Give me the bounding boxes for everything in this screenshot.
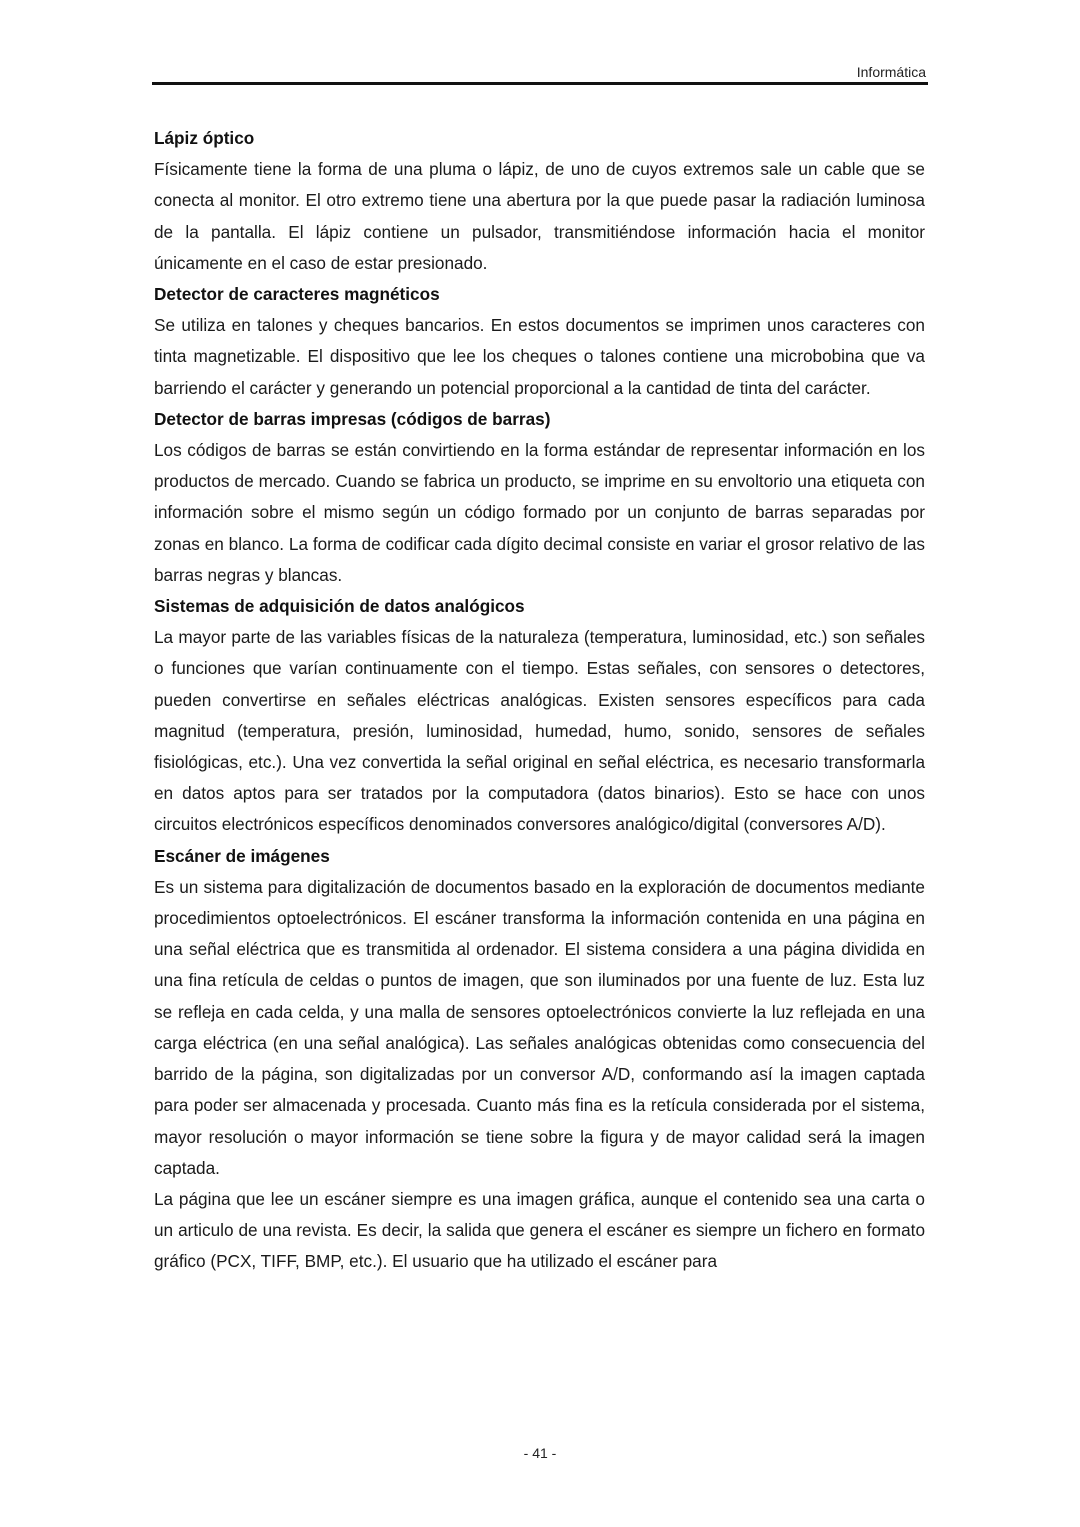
section-heading: Detector de caracteres magnéticos: [154, 284, 440, 305]
paragraph: Los códigos de barras se están convirtiendo en la forma estándar de representar información en los productos de mercado. Cuando se fabrica un producto, se imprime en su envoltorio una etiqueta con información sobre el mismo según un código formado por un conjunto de barras separadas por zonas en blanco. La forma de codificar cada dígito decimal consiste en variar el grosor relativo de las barras negras y blancas.: [154, 440, 925, 585]
paragraph: Físicamente tiene la forma de una pluma o lápiz, de uno de cuyos extremos sale un cable que se conecta al monitor. El otro extremo tiene una abertura por la que puede pasar la radiación luminosa de la pantalla. El lápiz contiene un pulsador, transmitiéndose información hacia el monitor únicamente en el caso de estar presionado.: [154, 159, 925, 273]
section-lapiz-optico: [154, 123, 925, 279]
section-heading: Lápiz óptico: [154, 128, 255, 148]
section-adquisicion-datos-analogicos: [154, 591, 925, 841]
paragraph: Es un sistema para digitalización de documentos basado en la exploración de documentos mediante procedimientos optoelectrónicos. El escáner transforma la información contenida en una página en una señal eléctrica que es transmitida al ordenador. El sistema considera a una página dividida en una fina retícula de celdas o puntos de imagen, que son iluminados por una fuente de luz. Esta luz se refleja en cada celda, y una malla de sensores optoelectrónicos convierte la luz reflejada en una carga eléctrica (en una señal analógica). Las señales analógicas obtenidas como consecuencia del barrido de la página, son digitalizadas por un conversor A/D, conformando así la imagen captada para poder ser almacenada y procesada. Cuanto más fina es la retícula considerada por el sistema, mayor resolución o mayor información se tiene sobre la figura y de mayor calidad será la imagen captada.: [154, 876, 925, 1178]
section-detector-barras-impresas: [154, 404, 925, 591]
page-header: [152, 62, 928, 84]
section-heading: Escáner de imágenes: [154, 845, 330, 866]
paragraph: La mayor parte de las variables físicas de la naturaleza (temperatura, luminosidad, etc.) son señales o funciones que varían continuamente con el tiempo. Estas señales, con sensores o detectores, pueden convertirse en señales eléctricas analógicas. Existen sensores específicos para cada magnitud (temperatura, presión, luminosidad, humedad, humo, sonido, sensores de señales fisiológicas, etc.). Una vez convertida la señal original en señal eléctrica, es necesario transformarla en datos aptos para ser tratados por la computadora (datos binarios). Esto se hace con unos circuitos electrónicos específicos denominados conversores analógico/digital (conversores A/D).: [154, 627, 925, 835]
section-escaner-imagenes: [154, 841, 925, 1278]
page-number: - 41 -: [523, 1445, 557, 1461]
paragraph: Se utiliza en talones y cheques bancarios. En estos documentos se imprimen unos caracteres con tinta magnetizable. El dispositivo que lee los cheques o talones contiene una microbobina que va barriendo el carácter y generando un potencial proporcional a la cantidad de tinta del carácter.: [154, 315, 925, 398]
header-rule: [152, 82, 928, 85]
section-heading: Sistemas de adquisición de datos analógicos: [154, 596, 525, 617]
document-body: [154, 123, 925, 1278]
section-detector-caracteres-magneticos: [154, 279, 925, 404]
section-heading: Detector de barras impresas (códigos de barras): [154, 408, 551, 429]
running-header-title: Informática: [856, 64, 926, 80]
paragraph: La página que lee un escáner siempre es una imagen gráfica, aunque el contenido sea una carta o un articulo de una revista. Es decir, la salida que genera el escáner es siempre un fichero en formato gráfico (PCX, TIFF, BMP, etc.). El usuario que ha utilizado el escáner para: [154, 1188, 925, 1272]
